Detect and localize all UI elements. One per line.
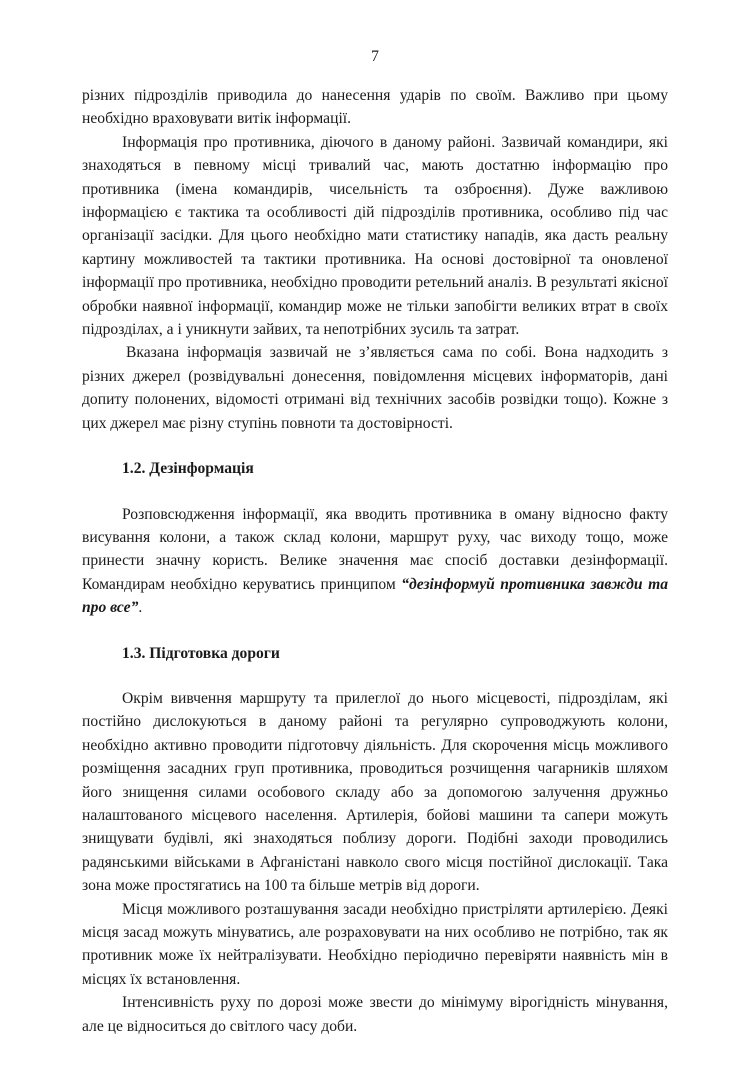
disinformation-end: . <box>138 599 143 617</box>
paragraph-road-preparation: Окрім вивчення маршруту та прилеглої до нього місцевості, підрозділам, які постійно дислокуються в даному районі та регулярно супроводжують колони, необхідно активно проводити підготовчу діяльність. Для скорочення місць можливого розміщення засадних груп противника, проводиться розчищення чагарників шляхом його знищення силами особового складу або за допомогою залучення дружньо налаштованого місцевого населення. Артилерія, бойові машини та сапери можуть знищувати будівлі, які знаходяться поблизу дороги. Подібні заходи проводились радянськими військами в Афганістані навколо свого місця постійної дислокації. Така зона може простягатись на 100 та більше метрів від дороги. <box>82 689 668 895</box>
paragraph-traffic-intensity: Інтенсивність руху по дорозі може звести до мінімуму вірогідність мінування, але це відноситься до світлого часу доби. <box>82 994 668 1035</box>
section-heading-disinformation: 1.2. Дезінформація <box>122 460 254 478</box>
paragraph-ambush-sites: Місця можливого розташування засади необхідно пристріляти артилерією. Деякі місця засад можуть мінуватись, але розраховувати на них особливо не потрібно, так як противник може їх нейтралізувати. Необхідно періодично перевіряти наявність мін в місцях їх встановлення. <box>82 900 668 988</box>
page-content <box>82 84 668 1038</box>
disinformation-principle: “дезінформуй противника завжди та про все” <box>82 575 668 617</box>
page-number: 7 <box>371 48 379 65</box>
section-heading-road-preparation: 1.3. Підготовка дороги <box>122 644 280 662</box>
paragraph-information-sources: Вказана інформація зазвичай не з’являється сама по собі. Вона надходить з різних джерел (розвідувальні донесення, повідомлення місцевих інформаторів, дані допиту полонених, відомості отримані від технічних засобів розвідки тощо). Кожне з цих джерел має різну ступінь повноти та достовірності. <box>82 344 668 432</box>
paragraph-disinformation <box>82 503 668 620</box>
disinformation-text: Розповсюдження інформації, яка вводить противника в оману відносно факту висування колони, а також склад колони, маршрут руху, час виходу тощо, може принести значну користь. Велике значення має спосіб доставки дезінформації. Командирам необхідно керуватись принципом <box>82 505 668 593</box>
paragraph-continuation: різних підрозділів приводила до нанесення ударів по своїм. Важливо при цьому необхідно враховувати витік інформації. <box>82 87 668 128</box>
paragraph-enemy-information: Інформація про противника, діючого в даному районі. Зазвичай командири, які знаходяться в певному місці тривалий час, мають достатню інформацію про противника (імена командирів, чисельність та озброєння). Дуже важливою інформацією є тактика та особливості дій підрозділів противника, особливо під час організації засідки. Для цього необхідно мати статистику нападів, яка дасть реальну картину можливостей та тактики противника. На основі достовірної та оновленої інформації про противника, необхідно проводити ретельний аналіз. В результаті якісної обробки наявної інформації, командир може не тільки запобігти великих втрат в своїх підрозділах, а і уникнути зайвих, та непотрібних зусиль та затрат. <box>82 133 668 339</box>
